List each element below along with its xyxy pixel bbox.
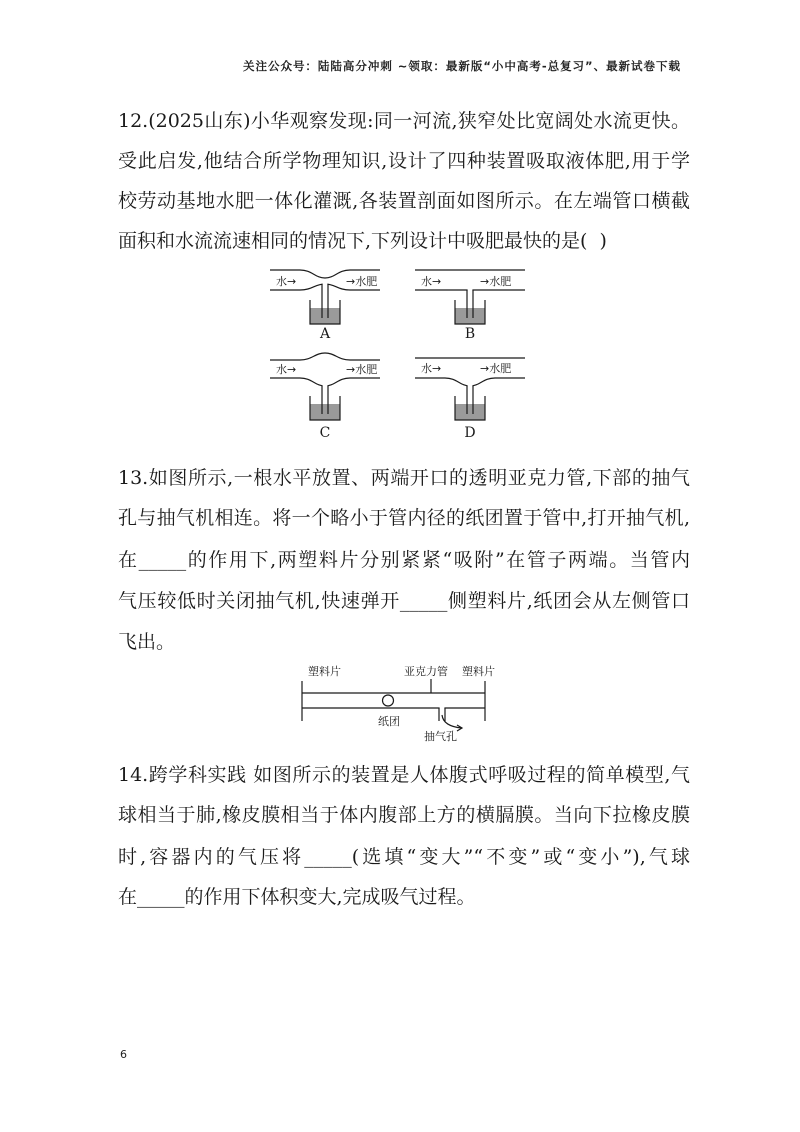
question-12-line-2: 受此启发,他结合所学物理知识,设计了四种装置吸取液体肥,用于学: [118, 150, 690, 172]
outlet-label: →水肥: [480, 275, 512, 288]
inlet-label: 水→: [421, 362, 442, 375]
outlet-label: →水肥: [346, 275, 378, 288]
question-12-line-3: 校劳动基地水肥一体化灌溉,各装置剖面如图所示。在左端管口横截: [118, 190, 690, 212]
tube-opening: [468, 384, 473, 389]
question-14-line-4: 在_____的作用下体积变大,完成吸气过程。: [118, 886, 476, 908]
question-12-line-1: 12.(2025山东)小华观察发现:同一河流,狭窄处比宽阔处水流更快。: [118, 110, 690, 132]
outlet-label: →水肥: [480, 362, 512, 375]
right-plastic-sheet-label: 塑料片: [462, 665, 495, 678]
question-14-line-3: 时,容器内的气压将_____(选填“变大”“不变”或“变小”),气球: [118, 846, 690, 868]
inlet-label: 水→: [276, 275, 297, 288]
fertilizer-liquid: [311, 404, 340, 420]
tube-opening: [323, 282, 328, 287]
tube-opening: [323, 384, 328, 389]
question-12-line-4: 面积和水流流速相同的情况下,下列设计中吸肥最快的是( ): [118, 230, 607, 252]
tube-opening: [468, 288, 473, 292]
fertilizer-liquid: [311, 308, 340, 324]
inlet-label: 水→: [276, 363, 297, 376]
fertilizer-liquid: [456, 308, 485, 324]
question-13-line-2: 孔与抽气机相连。将一个略小于管内径的纸团置于管中,打开抽气机,: [118, 507, 690, 529]
option-d-diagram: [415, 358, 525, 441]
option-letter: B: [464, 326, 476, 342]
header-notice: 关注公众号：陆陆高分冲刺 ~领取：最新版“小中高考-总复习”、最新试卷下载: [243, 59, 680, 73]
option-c-diagram: [270, 353, 380, 441]
option-letter: D: [464, 425, 476, 441]
question-13-line-1: 13.如图所示,一根水平放置、两端开口的透明亚克力管,下部的抽气: [118, 467, 690, 489]
option-letter: A: [319, 326, 331, 342]
pipe-top-wall: [270, 353, 380, 360]
question-14-line-1: 14.跨学科实践 如图所示的装置是人体腹式呼吸过程的简单模型,气: [118, 764, 690, 786]
question-13-line-3: 在_____的作用下,两塑料片分别紧紧“吸附”在管子两端。当管内: [118, 549, 690, 571]
outlet-label: →水肥: [346, 363, 378, 376]
acrylic-tube-label: 亚克力管: [404, 665, 448, 678]
vent-label: 抽气孔: [424, 730, 457, 743]
question-14-line-2: 球相当于肺,橡皮膜相当于体内腹部上方的横膈膜。当向下拉橡皮膜: [118, 804, 690, 826]
option-a-diagram: [270, 270, 380, 342]
question-13-line-5: 飞出。: [118, 631, 176, 653]
option-b-diagram: [415, 270, 525, 342]
venturi-options-figure: [260, 258, 540, 448]
paper-ball-label: 纸团: [378, 715, 400, 728]
question-13-line-4: 气压较低时关闭抽气机,快速弹开_____侧塑料片,纸团会从左侧管口: [118, 590, 690, 612]
fertilizer-liquid: [456, 404, 485, 420]
inlet-label: 水→: [421, 275, 442, 288]
paper-ball: [383, 695, 394, 706]
page-number: 6: [120, 1048, 127, 1061]
left-plastic-sheet-label: 塑料片: [308, 665, 341, 678]
vent-opening: [440, 707, 445, 710]
option-letter: C: [319, 425, 331, 441]
acrylic-tube-figure: [290, 655, 510, 750]
